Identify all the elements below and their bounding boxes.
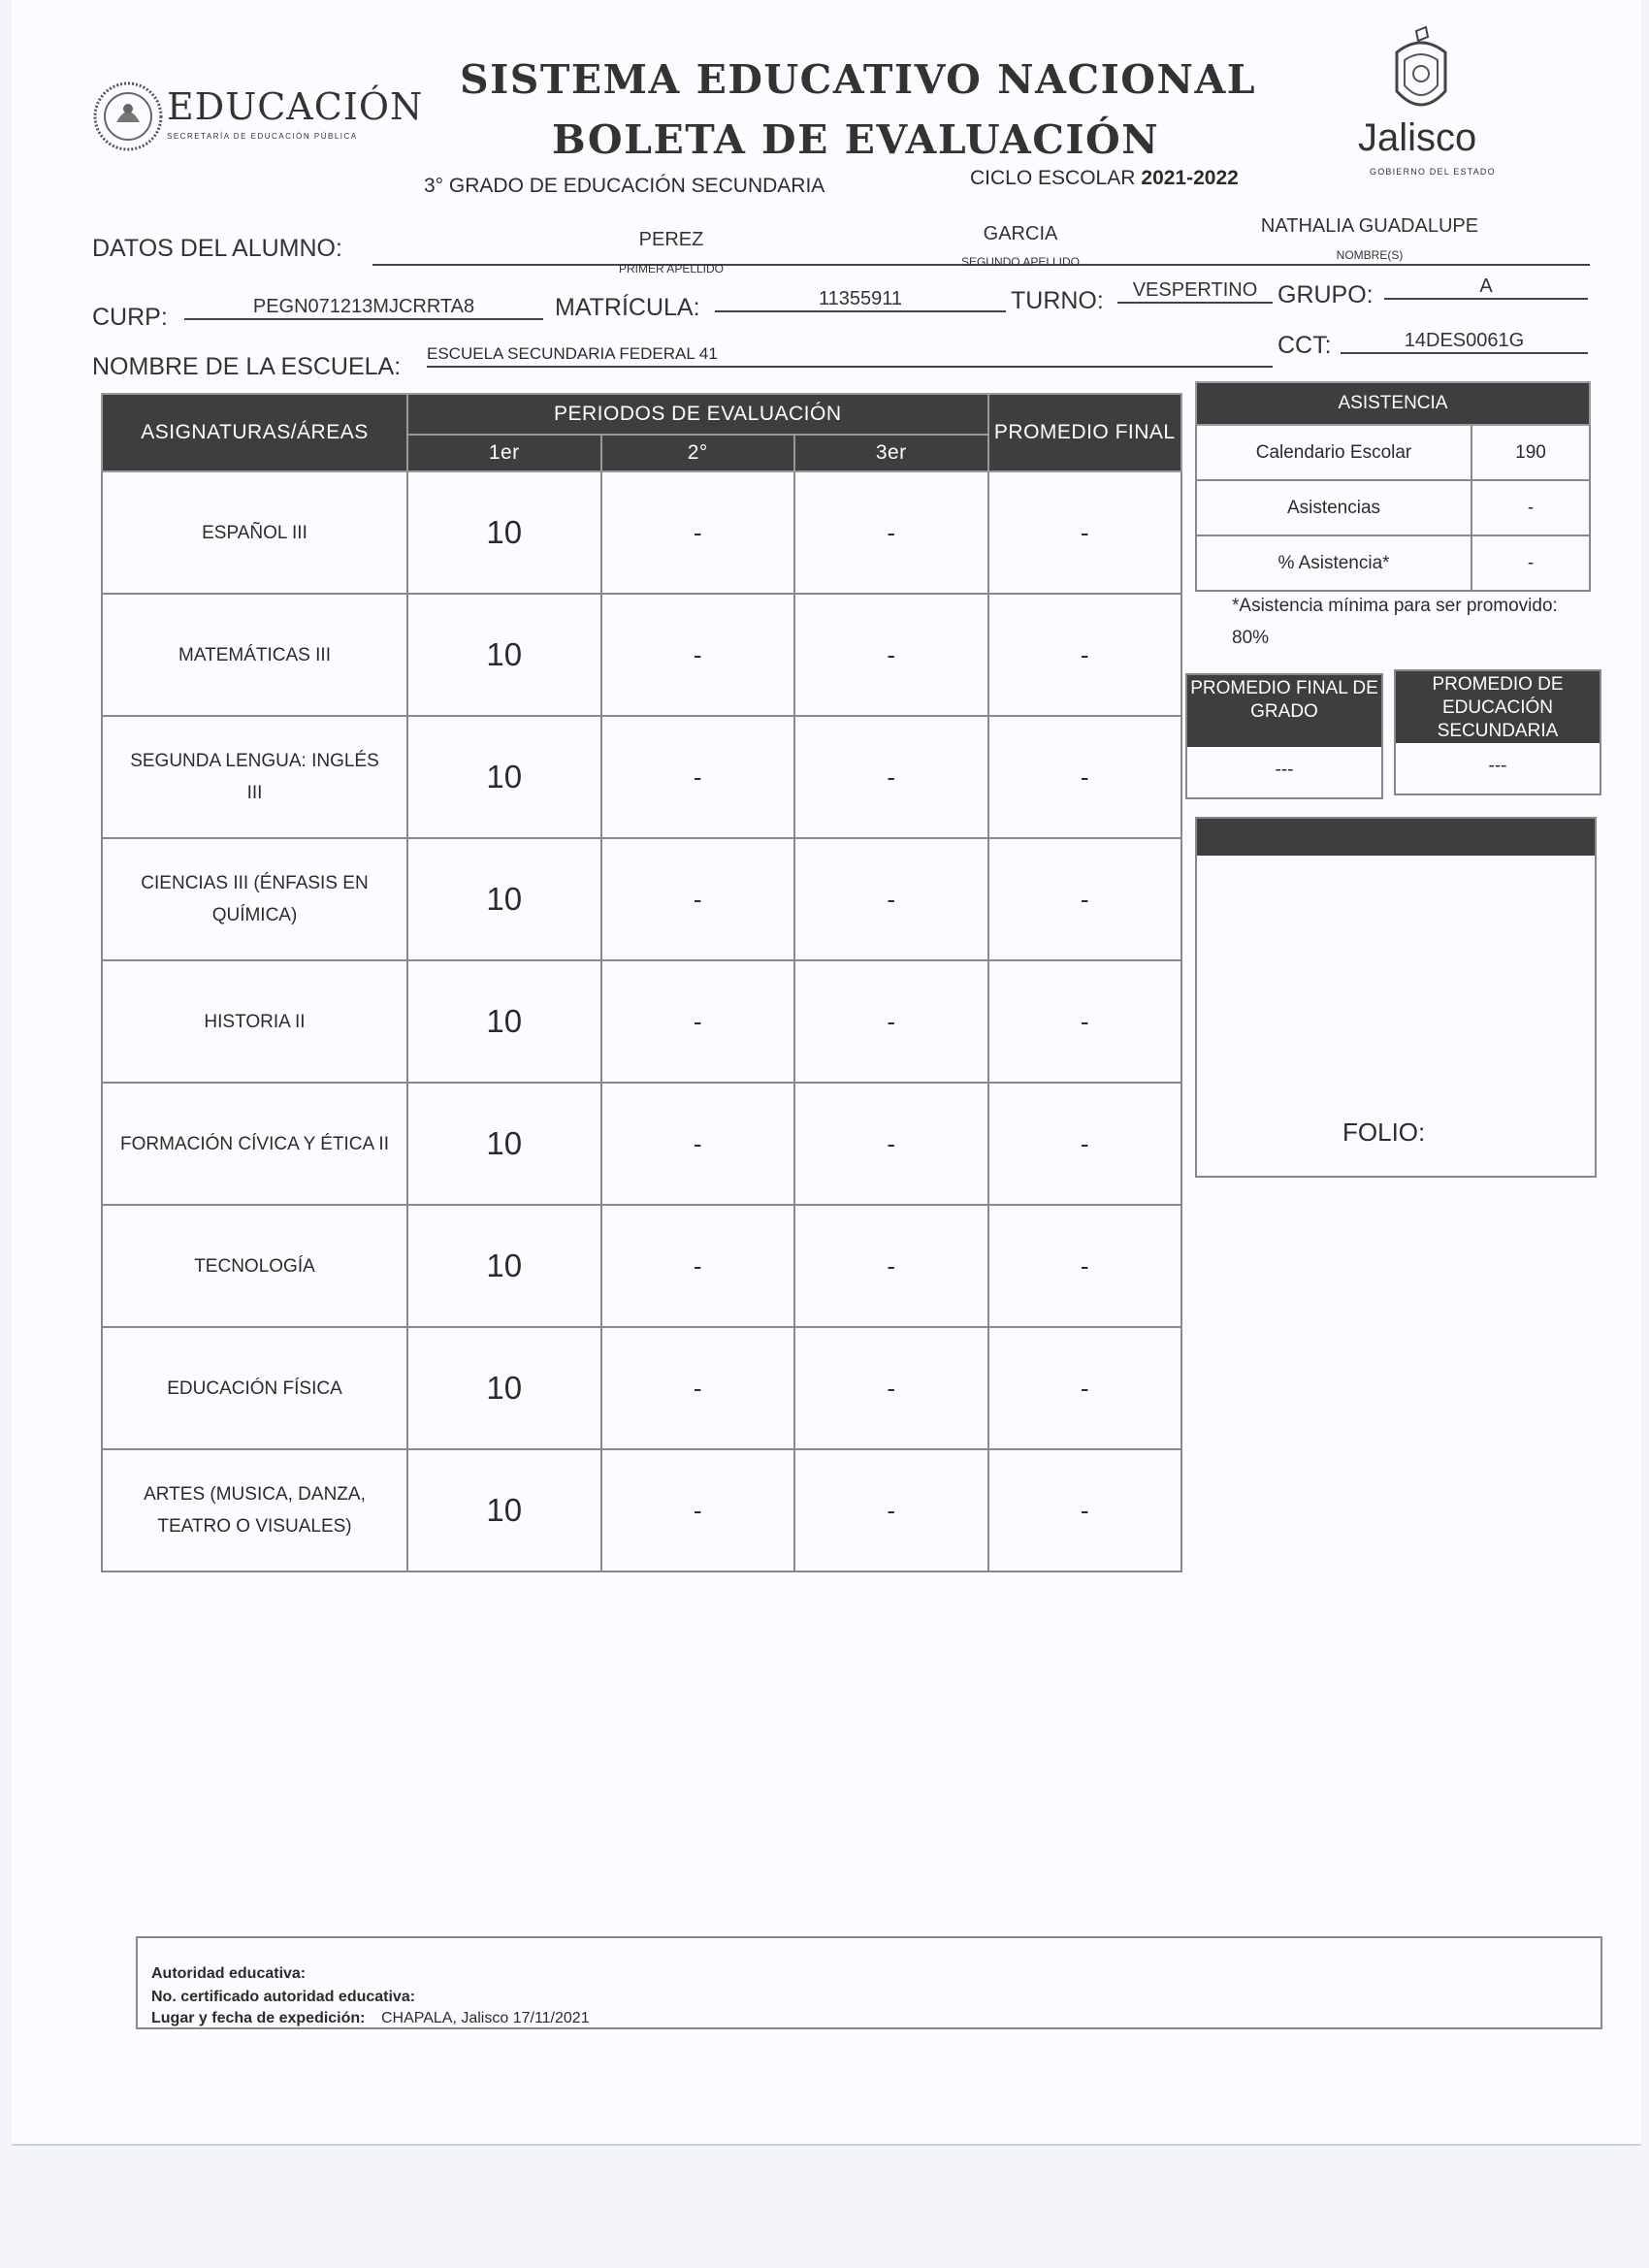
- school-label: NOMBRE DE LA ESCUELA:: [92, 353, 402, 380]
- jalisco-logo-subtitle: GOBIERNO DEL ESTADO: [1370, 167, 1496, 177]
- final-grade: -: [988, 471, 1182, 594]
- final-grade: -: [988, 716, 1182, 838]
- table-row: [102, 471, 1181, 594]
- subject-cell: TECNOLOGÍA: [102, 1205, 407, 1327]
- table-row: [1196, 535, 1590, 591]
- second-surname: GARCIA: [983, 223, 1058, 244]
- first-surname-caption: PRIMER APELLIDO: [618, 262, 725, 275]
- period-1-grade: 10: [407, 838, 601, 960]
- period-3-grade: -: [794, 471, 988, 594]
- grupo-label: GRUPO:: [1277, 281, 1374, 308]
- table-row: [102, 1327, 1181, 1449]
- period-2-grade: -: [601, 1083, 795, 1205]
- secondary-average-header: PROMEDIO DE EDUCACIÓN SECUNDARIA: [1396, 671, 1600, 743]
- subject-cell: CIENCIAS III (ÉNFASIS EN QUÍMICA): [102, 838, 407, 960]
- final-grade: -: [988, 1205, 1182, 1327]
- period-1-grade: 10: [407, 1083, 601, 1205]
- period-3-grade: -: [794, 594, 988, 716]
- school-cycle: [970, 167, 1239, 190]
- secondary-average-value: ---: [1488, 756, 1507, 776]
- calendar-label: Calendario Escolar: [1196, 425, 1471, 480]
- system-title: SISTEMA EDUCATIVO NACIONAL: [460, 56, 1257, 103]
- period-2-grade: -: [601, 838, 795, 960]
- calendar-value: 190: [1471, 425, 1590, 480]
- subject-cell: ARTES (MUSICA, DANZA, TEATRO O VISUALES): [102, 1449, 407, 1571]
- second-surname-caption: SEGUNDO APELLIDO: [960, 255, 1081, 269]
- attendance-note: *Asistencia mínima para ser promovido: 80%: [1232, 596, 1558, 648]
- period-3-grade: -: [794, 1327, 988, 1449]
- final-grade: -: [988, 1449, 1182, 1571]
- table-row: [1196, 425, 1590, 480]
- cct-label: CCT:: [1277, 332, 1332, 359]
- period-2-grade: -: [601, 960, 795, 1083]
- grupo-value: A: [1384, 275, 1588, 300]
- subject-cell: EDUCACIÓN FÍSICA: [102, 1327, 407, 1449]
- period-1-grade: 10: [407, 1205, 601, 1327]
- period-2-header: 2°: [601, 435, 795, 471]
- first-surname: PEREZ: [638, 229, 704, 250]
- jalisco-crest-icon: [1389, 23, 1453, 120]
- period-2-grade: -: [601, 1205, 795, 1327]
- table-row: [102, 960, 1181, 1083]
- period-1-header: 1er: [407, 435, 601, 471]
- subject-cell: HISTORIA II: [102, 960, 407, 1083]
- certificate-label: No. certificado autoridad educativa:: [151, 1989, 416, 2005]
- folio-box: [1195, 817, 1597, 1178]
- period-3-grade: -: [794, 838, 988, 960]
- matricula-label: MATRÍCULA:: [555, 294, 700, 321]
- period-3-grade: -: [794, 1449, 988, 1571]
- period-2-grade: -: [601, 594, 795, 716]
- attendance-table: [1195, 381, 1591, 592]
- period-1-grade: 10: [407, 471, 601, 594]
- period-2-grade: -: [601, 1327, 795, 1449]
- table-row: [102, 1449, 1181, 1571]
- period-3-grade: -: [794, 1205, 988, 1327]
- period-1-grade: 10: [407, 1449, 601, 1571]
- cct-value: 14DES0061G: [1341, 330, 1588, 354]
- period-1-grade: 10: [407, 716, 601, 838]
- attendance-header: ASISTENCIA: [1196, 382, 1590, 425]
- cycle-label: CICLO ESCOLAR: [970, 167, 1136, 189]
- table-row: [102, 1205, 1181, 1327]
- grade-line: 3° GRADO DE EDUCACIÓN SECUNDARIA: [424, 175, 825, 197]
- table-row: [1196, 480, 1590, 535]
- table-row: [102, 716, 1181, 838]
- periods-header: PERIODOS DE EVALUACIÓN: [407, 394, 988, 435]
- period-3-grade: -: [794, 716, 988, 838]
- grades-table: [101, 393, 1182, 1572]
- folio-box-header: [1197, 819, 1595, 856]
- given-names-caption: NOMBRE(S): [1336, 248, 1404, 262]
- cycle-value: 2021-2022: [1141, 167, 1239, 189]
- period-2-grade: -: [601, 716, 795, 838]
- period-3-grade: -: [794, 960, 988, 1083]
- final-grade: -: [988, 594, 1182, 716]
- issuance-box: [136, 1936, 1602, 2029]
- final-average-header: PROMEDIO FINAL: [988, 394, 1182, 471]
- place-date-label: Lugar y fecha de expedición:: [151, 2010, 366, 2026]
- authority-label: Autoridad educativa:: [151, 1965, 307, 1982]
- final-grade: -: [988, 838, 1182, 960]
- subject-cell: ESPAÑOL III: [102, 471, 407, 594]
- curp-label: CURP:: [92, 304, 168, 331]
- place-date-value: CHAPALA, Jalisco 17/11/2021: [380, 2010, 590, 2026]
- period-1-grade: 10: [407, 594, 601, 716]
- final-grade: -: [988, 960, 1182, 1083]
- attendances-label: Asistencias: [1196, 480, 1471, 535]
- subject-cell: FORMACIÓN CÍVICA Y ÉTICA II: [102, 1083, 407, 1205]
- place-date-line: [151, 2010, 590, 2027]
- period-3-grade: -: [794, 1083, 988, 1205]
- report-card-sheet: [12, 0, 1641, 2146]
- national-seal-icon: [91, 80, 165, 153]
- table-row: [102, 1083, 1181, 1205]
- period-3-header: 3er: [794, 435, 988, 471]
- secondary-average-box: [1394, 669, 1601, 795]
- folio-label: FOLIO:: [1342, 1118, 1426, 1147]
- subject-cell: MATEMÁTICAS III: [102, 594, 407, 716]
- final-grade: -: [988, 1327, 1182, 1449]
- grade-final-average-value: ---: [1275, 760, 1294, 780]
- period-2-grade: -: [601, 1449, 795, 1571]
- table-row: [102, 594, 1181, 716]
- attendance-percent-label: % Asistencia*: [1196, 535, 1471, 591]
- attendances-value: -: [1471, 480, 1590, 535]
- period-1-grade: 10: [407, 960, 601, 1083]
- final-grade: -: [988, 1083, 1182, 1205]
- subject-cell: SEGUNDA LENGUA: INGLÉS III: [102, 716, 407, 838]
- grade-final-average-header: PROMEDIO FINAL DE GRADO: [1187, 675, 1381, 747]
- period-1-grade: 10: [407, 1327, 601, 1449]
- given-names: NATHALIA GUADALUPE: [1260, 215, 1479, 237]
- attendance-percent-value: -: [1471, 535, 1590, 591]
- table-row: [102, 838, 1181, 960]
- school-value: ESCUELA SECUNDARIA FEDERAL 41: [427, 344, 1273, 368]
- turno-label: TURNO:: [1011, 287, 1104, 314]
- jalisco-logo-word: Jalisco: [1358, 116, 1477, 159]
- student-data-label: DATOS DEL ALUMNO:: [92, 235, 342, 262]
- turno-value: VESPERTINO: [1117, 279, 1273, 304]
- curp-value: PEGN071213MJCRRTA8: [184, 296, 543, 320]
- sep-logo-word: EDUCACIÓN: [167, 85, 424, 128]
- sep-logo-subtitle: SECRETARÍA DE EDUCACIÓN PÚBLICA: [167, 132, 358, 141]
- document-title: BOLETA DE EVALUACIÓN: [552, 116, 1160, 163]
- grade-final-average-box: [1185, 673, 1383, 799]
- subjects-header: ASIGNATURAS/ÁREAS: [102, 394, 407, 471]
- period-2-grade: -: [601, 471, 795, 594]
- matricula-value: 11355911: [715, 288, 1006, 312]
